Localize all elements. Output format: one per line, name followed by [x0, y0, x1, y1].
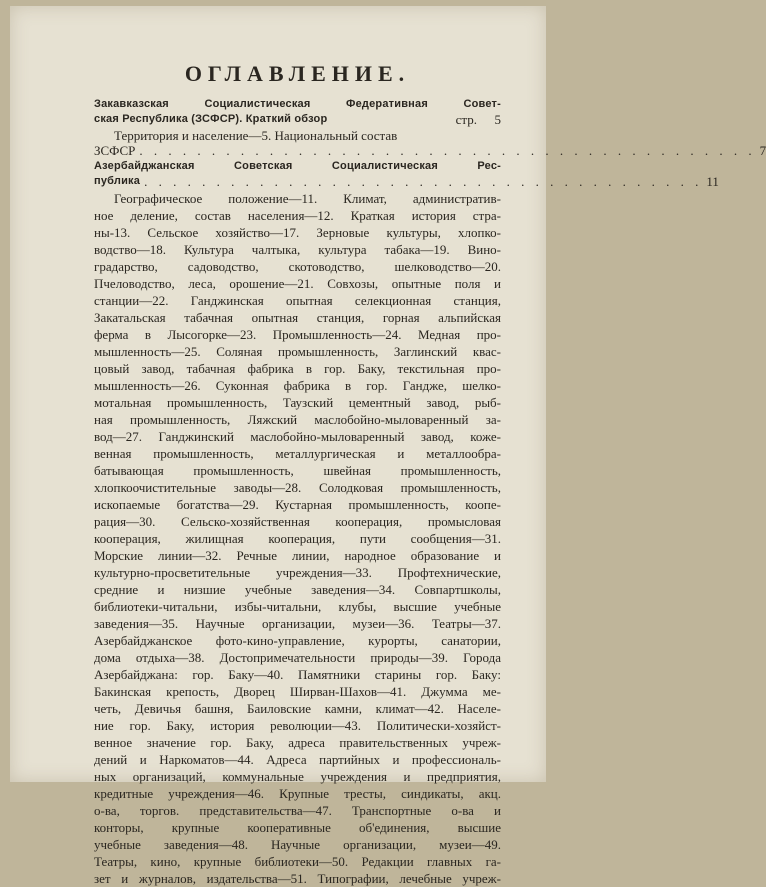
- contents-line: станции—22. Ганджинская опытная селекционная станция,: [94, 293, 501, 308]
- contents-line: Пчеловодство, леса, орошение—21. Совхозы, опытные поля и: [94, 276, 501, 291]
- contents-line: Азербайджанское фото-кино-управление, курорты, санатории,: [94, 633, 501, 648]
- entry-heading-line: ская Республика (ЗСФСР). Краткий обзор: [94, 113, 328, 125]
- entry-heading-line: Азербайджанская Советская Социалистическая Рес-: [94, 160, 501, 172]
- contents-line: мышленность—26. Суконная фабрика в гор. Гандже, шелко-: [94, 378, 501, 393]
- contents-line: венное значение гор. Баку, адреса правительственных учреж-: [94, 735, 501, 750]
- contents-line: дома отдыха—38. Достопримечательности природы—39. Города: [94, 650, 501, 665]
- contents-line: градарство, садоводство, скотоводство, шелководство—20.: [94, 259, 501, 274]
- contents-line: конторы, крупные кооперативные об'единения, высшие: [94, 820, 501, 835]
- toc-entry-territory: [94, 128, 766, 158]
- contents-line: Театры, кино, крупные библиотеки—50. Редакции главных га-: [94, 854, 501, 869]
- contents-line: мотальная промышленность, Таузский цементный завод, рыб-: [94, 395, 501, 410]
- contents-line: цовый завод, табачная фабрика в гор. Баку, текстильная про-: [94, 361, 501, 376]
- contents-line: зет и журналов, издательства—51. Типографии, лечебные учреж-: [94, 871, 501, 886]
- entry-sub-line: ЗСФСР: [94, 143, 136, 158]
- toc-entry-azerbaijan: [94, 159, 719, 189]
- contents-line: ных организаций, коммунальные учреждения и предприятия,: [94, 769, 501, 784]
- contents-line: о-ва, торгов. представительства—47. Транспортные о-ва и: [94, 803, 501, 818]
- contents-line: четь, Девичья башня, Баиловские камни, климат—42. Населе-: [94, 701, 501, 716]
- contents-line: ферма в Лысогорке—23. Промышленность—24. Медная про-: [94, 327, 501, 342]
- entry-leader-row: [94, 143, 766, 158]
- contents-line: Бакинская крепость, Дворец Ширван-Шахов—41. Джумма ме-: [94, 684, 501, 699]
- dot-leader: . . . . . . . . . . . . . . . . . . . . . . . . . . . . . . . . . . . . . . . . . . .: [139, 143, 756, 158]
- contents-line: культурно-просветительные учреждения—33. Профтехнические,: [94, 565, 501, 580]
- contents-line: учебные заведения—48. Научные организации, музеи—49.: [94, 837, 501, 852]
- contents-line: кооперация, жилищная кооперация, пути сообщения—31.: [94, 531, 501, 546]
- contents-line: батывающая промышленность, швейная промышленность,: [94, 463, 501, 478]
- entry-heading-line: Закавказская Социалистическая Федеративная Совет-: [94, 98, 501, 110]
- page-title: ОГЛАВЛЕНИЕ.: [184, 61, 411, 86]
- contents-line: Азербайджана: гор. Баку—40. Памятники старины гор. Баку:: [94, 667, 501, 682]
- contents-line: венная промышленность, металлургическая и металлообра-: [94, 446, 501, 461]
- page-label: стр.: [455, 112, 477, 127]
- entry-heading-line: публика: [94, 175, 141, 187]
- dot-leader: . . . . . . . . . . . . . . . . . . . . . . . . . . . . . . . . . . . . . . .: [144, 174, 703, 189]
- toc-entry-zsfsr: [94, 97, 501, 127]
- page-number: 5: [494, 112, 501, 127]
- book-page: [10, 6, 766, 886]
- section-contents: [94, 190, 501, 887]
- contents-line: ное деление, состав населения—12. Краткая история стра-: [94, 208, 501, 223]
- contents-line: Закатальская табачная опытная станция, горная альпийская: [94, 310, 501, 325]
- contents-line: вод—27. Ганджинский маслобойно-мыловаренный завод, коже-: [94, 429, 501, 444]
- contents-line: ископаемые богатства—29. Кустарная промышленность, коопе-: [94, 497, 501, 512]
- contents-line: ние гор. Баку, история революции—43. Политически-хозяйст-: [94, 718, 501, 733]
- contents-line: ны-13. Сельское хозяйство—17. Зерновые культуры, хлопко-: [94, 225, 501, 240]
- page-number: 11: [706, 174, 719, 189]
- contents-line: библиотеки-читальни, избы-читальни, клубы, высшие учебные: [94, 599, 501, 614]
- contents-line: кредитные учреждения—46. Крупные тресты, синдикаты, акц.: [94, 786, 501, 801]
- entry-sub-line: Территория и население—5. Национальный состав: [114, 128, 398, 143]
- contents-line: Морские линии—32. Речные линии, народное образование и: [94, 548, 501, 563]
- contents-line: ная промышленность, Ляжский маслобойно-мыловаренный за-: [94, 412, 501, 427]
- toc-content: [94, 61, 766, 887]
- page-number: 7: [759, 143, 766, 158]
- contents-line: Географическое положение—11. Климат, административ-: [114, 191, 501, 206]
- contents-line: средние и низшие учебные заведения—34. Совпартшколы,: [94, 582, 501, 597]
- contents-line: водство—18. Культура чалтыка, культура табака—19. Вино-: [94, 242, 501, 257]
- contents-line: рация—30. Сельско-хозяйственная кооперация, промысловая: [94, 514, 501, 529]
- contents-line: дений и Наркоматов—44. Адреса партийных и профессиональ-: [94, 752, 501, 767]
- contents-line: хлопкоочистительные заводы—28. Солодковая промышленность,: [94, 480, 501, 495]
- contents-line: заведения—35. Научные организации, музеи—36. Театры—37.: [94, 616, 501, 631]
- entry-heading-row: [94, 112, 501, 127]
- entry-leader-row: [94, 174, 719, 189]
- contents-line: мышленность—25. Соляная промышленность, Заглинский квас-: [94, 344, 501, 359]
